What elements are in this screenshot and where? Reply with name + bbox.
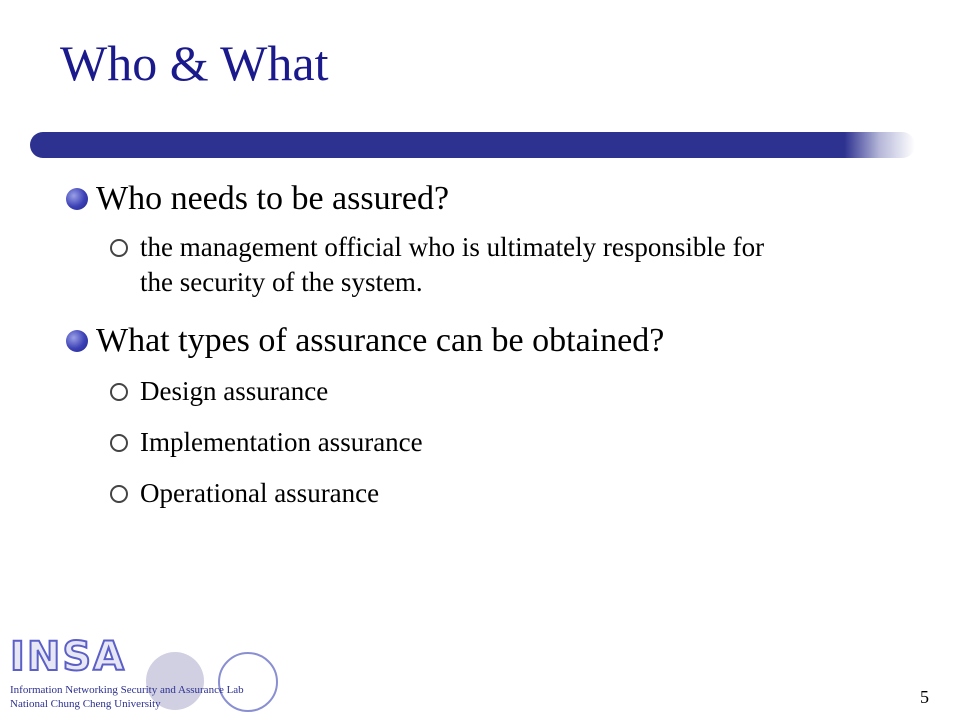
bullet-what [60,320,920,362]
decorative-circle-outline-icon [218,652,278,712]
ring-bullet-icon [110,239,128,257]
sub-bullet-list [60,230,920,300]
ring-bullet-icon [110,485,128,503]
university-name: National Chung Cheng University [10,698,161,710]
sub-bullet-text: the management official who is ultimately responsible for the security of the system. [140,232,765,297]
sub-bullet-item [110,476,800,511]
title-underline-bar [30,132,915,158]
footer-logo-area [0,622,420,720]
slide-content [60,178,920,511]
blue-sphere-bullet-icon [66,188,88,210]
ring-bullet-icon [110,383,128,401]
sub-bullet-list [60,374,920,511]
bullet-text: What types of assurance can be obtained? [96,322,665,359]
page-number: 5 [920,687,929,707]
ring-bullet-icon [110,434,128,452]
sub-bullet-item [110,425,800,460]
bullet-section-what [60,320,920,511]
slide-title: Who & What [60,35,329,91]
insa-logo: INSA [10,634,127,680]
bullet-who [60,178,920,220]
bullet-section-who [60,178,920,300]
sub-bullet-item [110,374,800,409]
sub-bullet-item [110,230,800,300]
bullet-text: Who needs to be assured? [96,180,450,217]
sub-bullet-text: Operational assurance [140,478,380,508]
sub-bullet-text: Design assurance [140,376,329,406]
sub-bullet-text: Implementation assurance [140,427,423,457]
blue-sphere-bullet-icon [66,330,88,352]
lab-name: Information Networking Security and Assurance Lab [10,684,244,696]
